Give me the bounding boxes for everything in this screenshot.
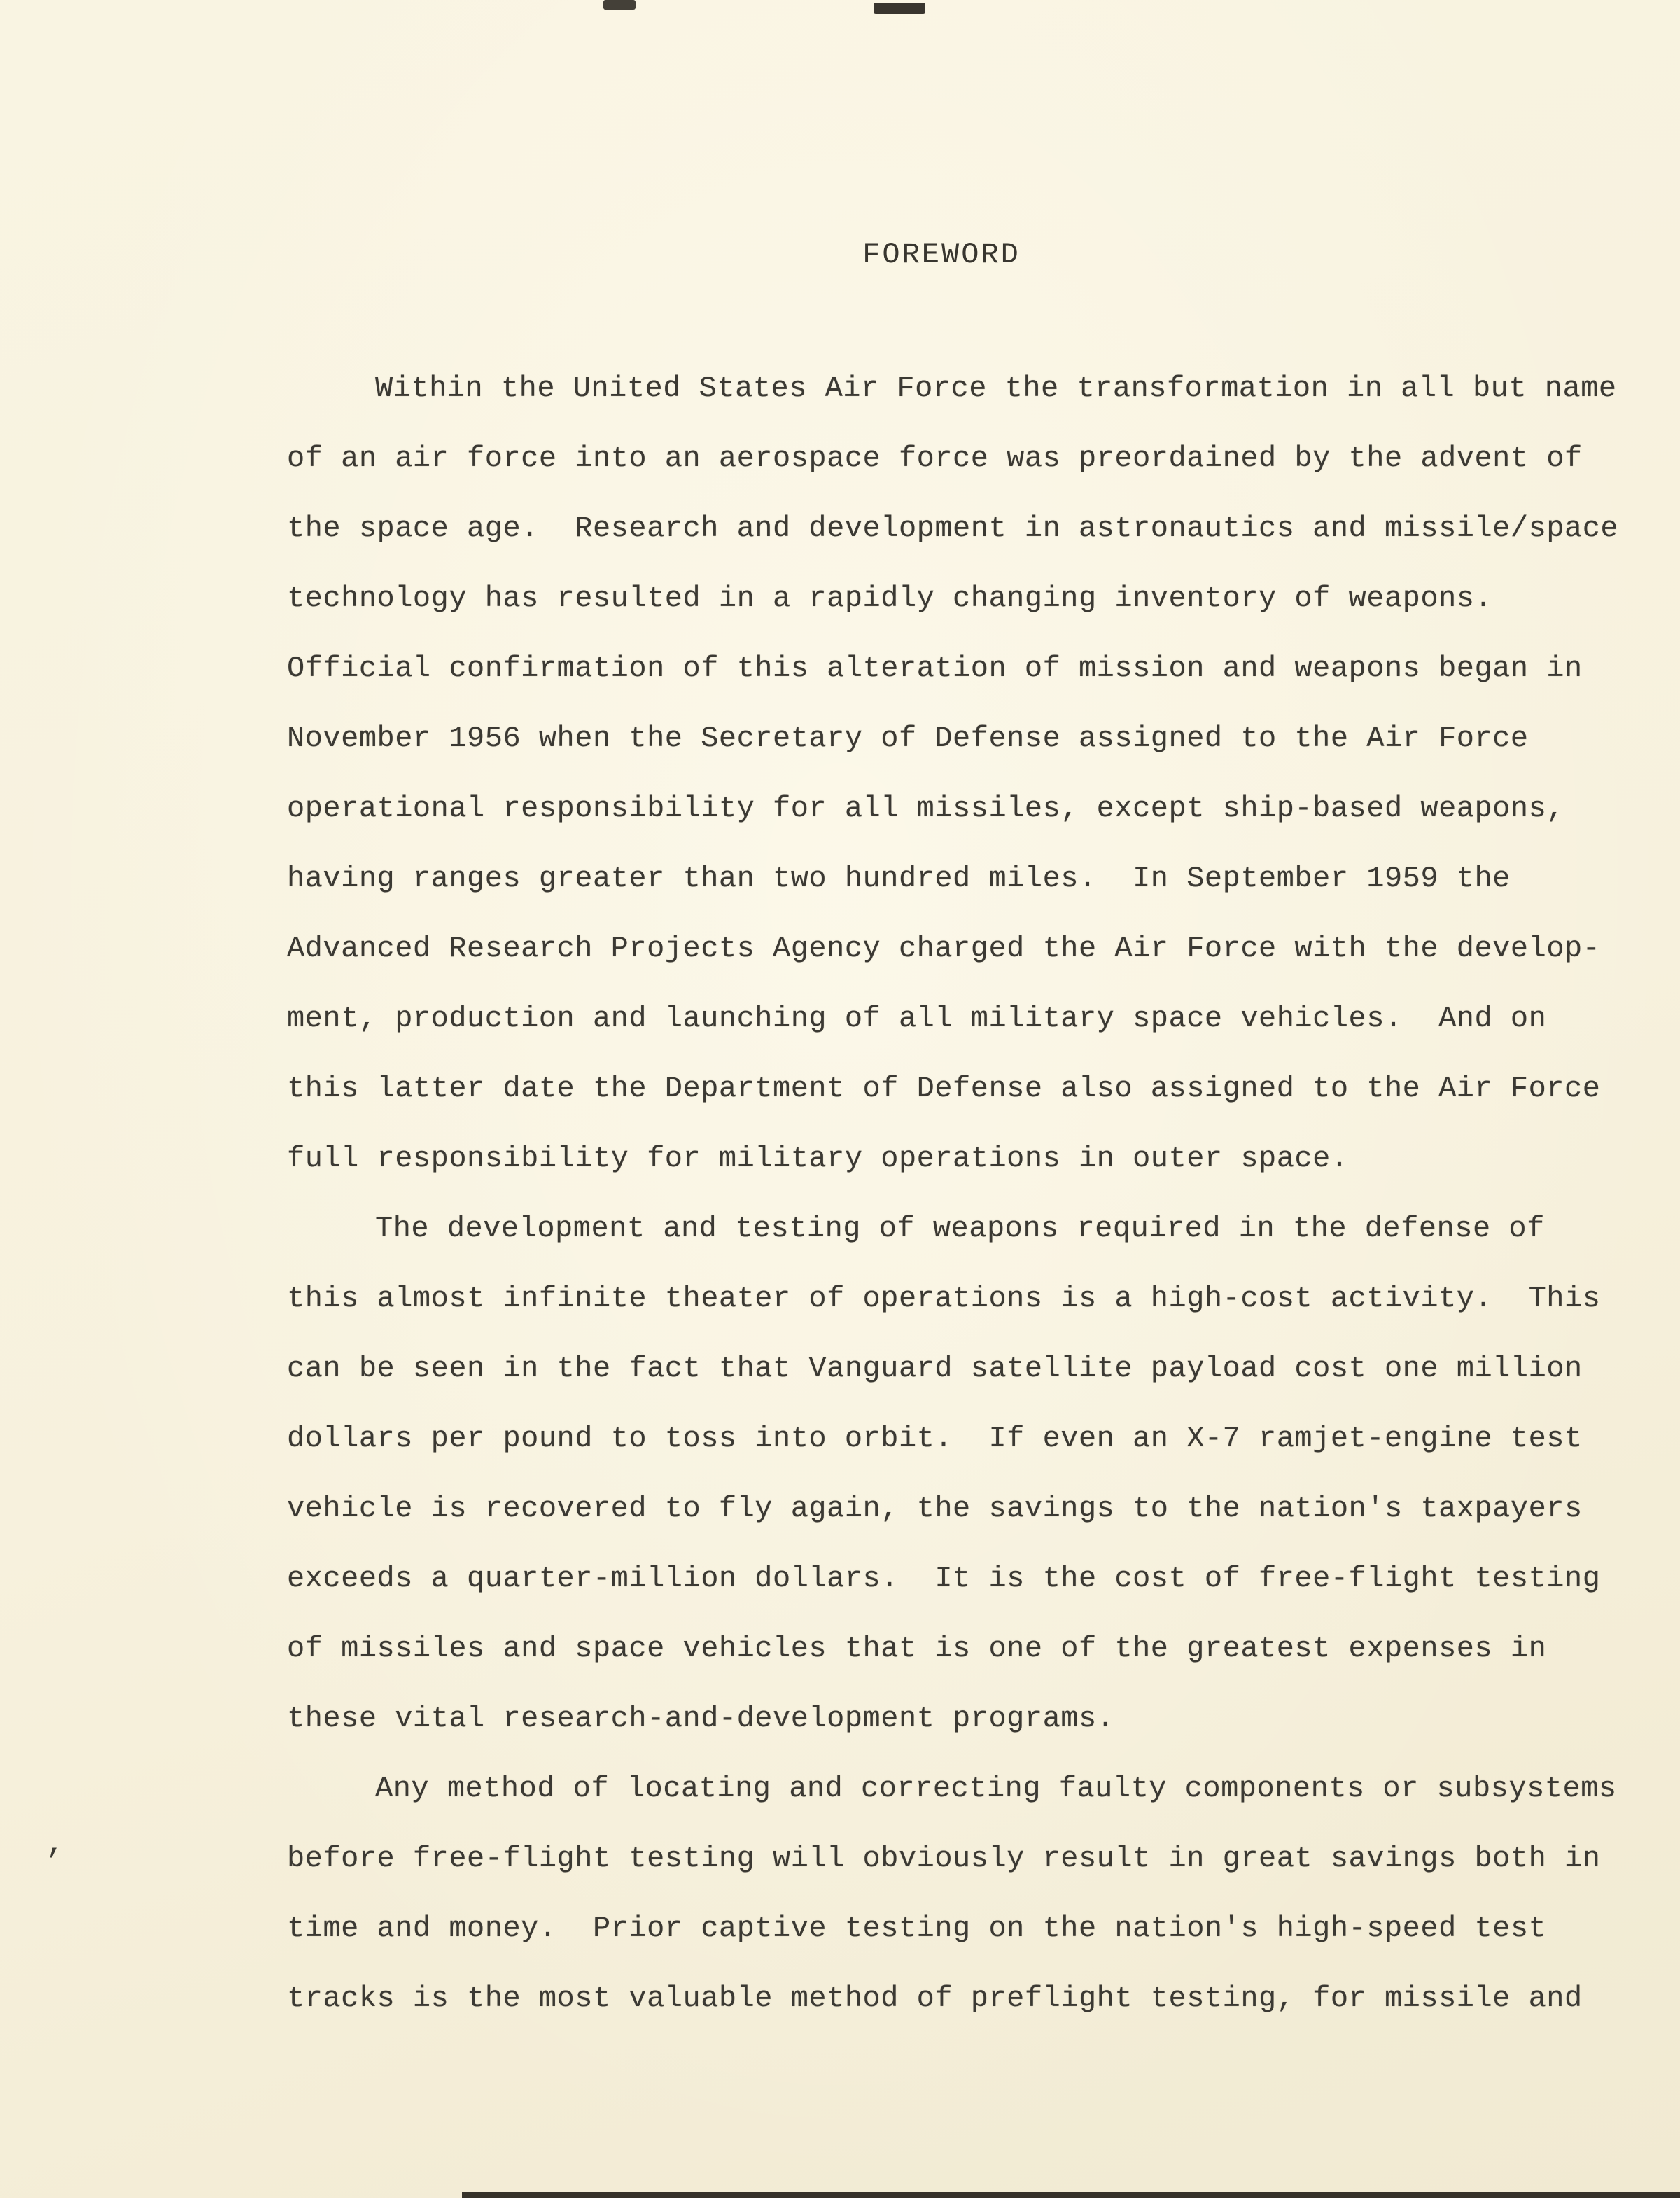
text-line: exceeds a quarter-million dollars. It is the cost of free-flight testing bbox=[287, 1562, 1601, 1595]
text-line: of missiles and space vehicles that is one of the greatest expenses in bbox=[287, 1632, 1547, 1665]
text-line: these vital research-and-development programs. bbox=[287, 1702, 1115, 1735]
text-line: November 1956 when the Secretary of Defense assigned to the Air Force bbox=[287, 722, 1529, 755]
scan-smudge-icon bbox=[603, 0, 636, 10]
text-line: The development and testing of weapons required in the defense of bbox=[375, 1212, 1545, 1245]
text-line: full responsibility for military operations in outer space. bbox=[287, 1142, 1349, 1175]
text-line: vehicle is recovered to fly again, the savings to the nation's taxpayers bbox=[287, 1492, 1583, 1525]
text-line: Any method of locating and correcting faulty components or subsystems bbox=[375, 1772, 1617, 1805]
text-line: Advanced Research Projects Agency charged the Air Force with the develop- bbox=[287, 932, 1601, 965]
text-line: having ranges greater than two hundred miles. In September 1959 the bbox=[287, 862, 1511, 895]
text-line: this latter date the Department of Defense also assigned to the Air Force bbox=[287, 1072, 1601, 1105]
text-line: can be seen in the fact that Vanguard satellite payload cost one million bbox=[287, 1352, 1583, 1385]
scan-smudge-icon bbox=[874, 3, 925, 14]
text-line: this almost infinite theater of operations is a high-cost activity. This bbox=[287, 1282, 1601, 1315]
scan-stray-mark: , bbox=[46, 1827, 65, 1862]
text-line: before free-flight testing will obviously result in great savings both in bbox=[287, 1842, 1601, 1875]
document-body bbox=[287, 354, 1617, 2033]
text-line: ment, production and launching of all military space vehicles. And on bbox=[287, 1002, 1547, 1035]
text-line: time and money. Prior captive testing on the nation's high-speed test bbox=[287, 1912, 1547, 1945]
scan-bottom-edge bbox=[462, 2192, 1680, 2198]
page-title: FOREWORD bbox=[862, 238, 1021, 272]
text-line: tracks is the most valuable method of preflight testing, for missile and bbox=[287, 1982, 1583, 2015]
text-line: Official confirmation of this alteration of mission and weapons began in bbox=[287, 652, 1583, 685]
text-line: operational responsibility for all missiles, except ship-based weapons, bbox=[287, 792, 1564, 825]
text-line: Within the United States Air Force the transformation in all but name bbox=[375, 372, 1617, 405]
text-line: dollars per pound to toss into orbit. If even an X-7 ramjet-engine test bbox=[287, 1422, 1583, 1455]
text-line: technology has resulted in a rapidly changing inventory of weapons. bbox=[287, 582, 1493, 615]
text-line: of an air force into an aerospace force was preordained by the advent of bbox=[287, 442, 1583, 475]
text-line: the space age. Research and development in astronautics and missile/space bbox=[287, 512, 1619, 545]
